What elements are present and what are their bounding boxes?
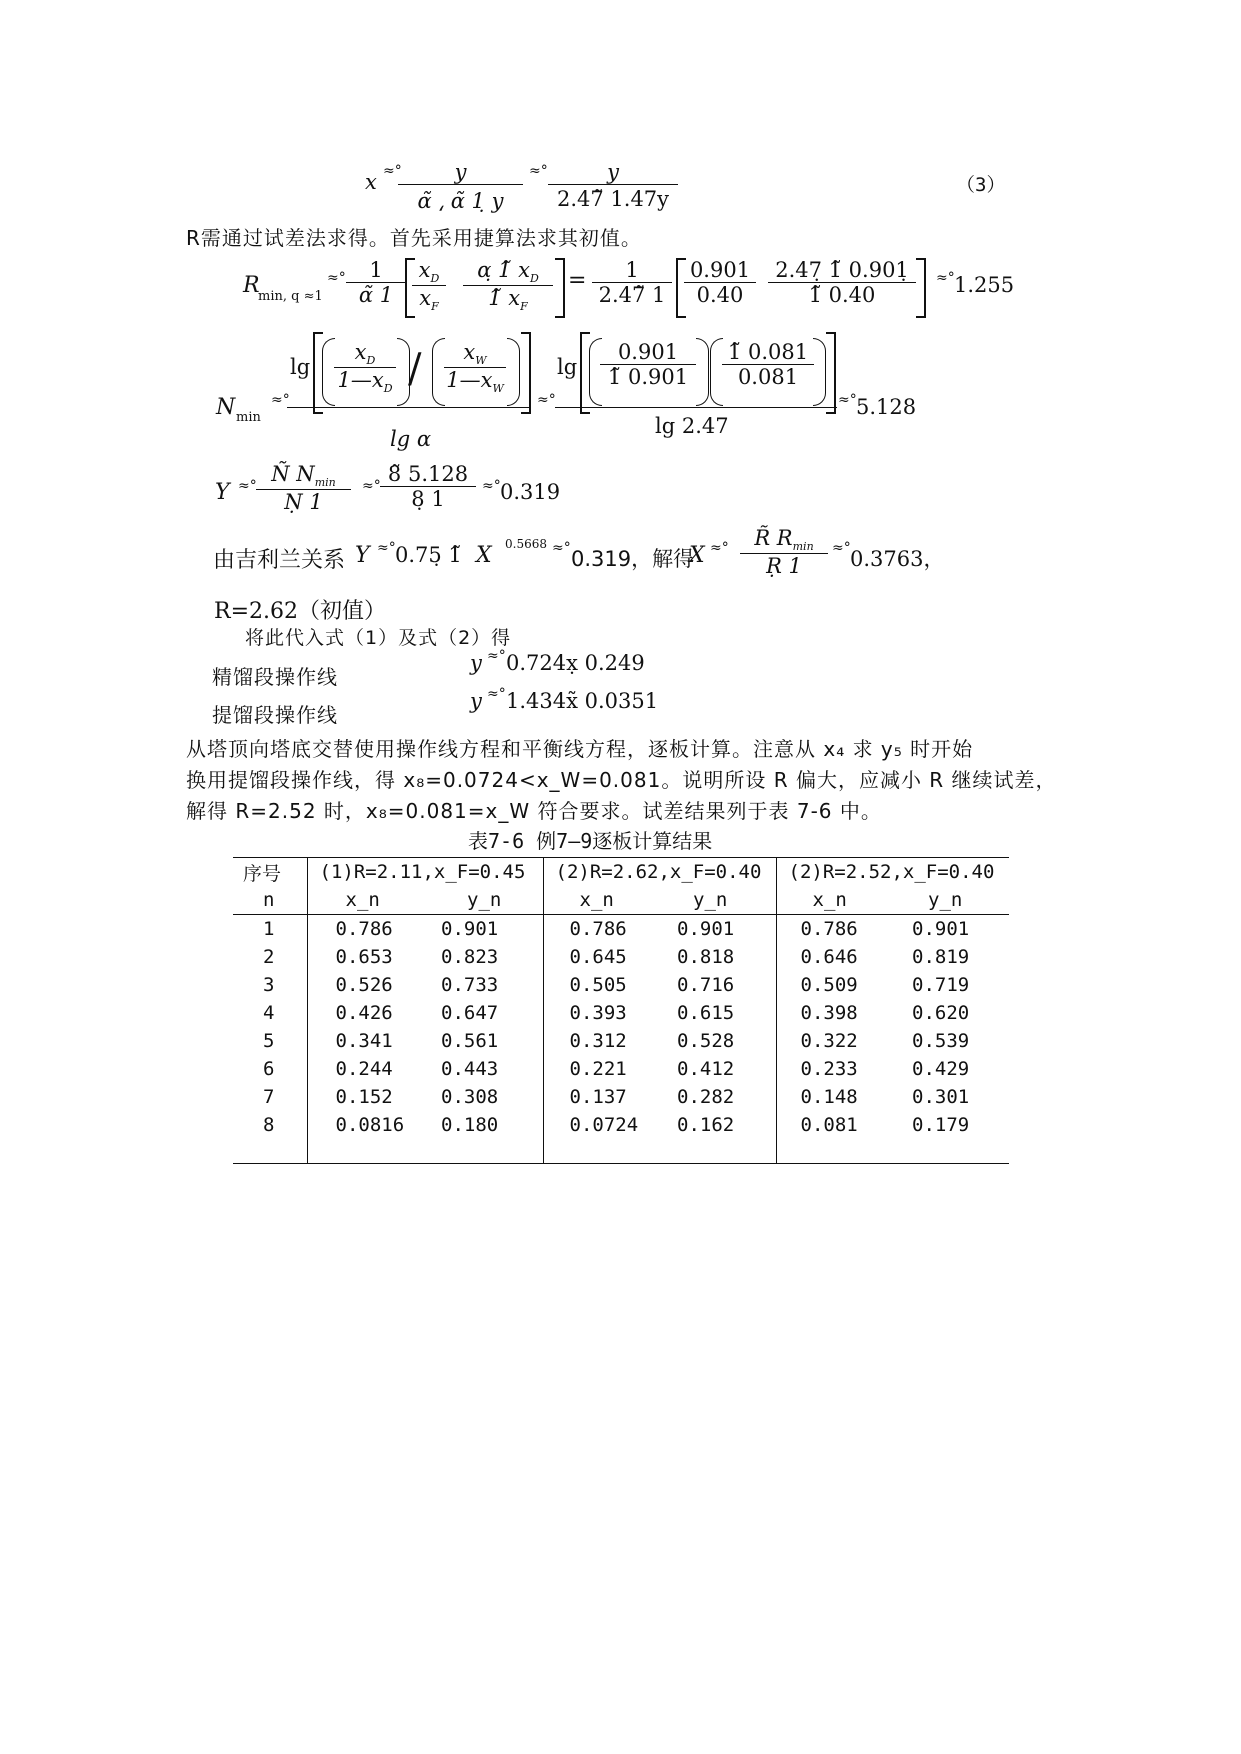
eq3-fraction-2: y 2.47̃ 1.47y — [548, 160, 678, 211]
x-value-cell: 0.137 — [543, 1083, 657, 1111]
rect-line-eq-sign: ≈° — [487, 648, 506, 664]
row-number-cell: 4 — [263, 1002, 275, 1024]
table-header-row-1 — [233, 858, 1009, 887]
strip-line-label: 提馏段操作线 — [212, 703, 338, 727]
header-x: x_n — [776, 886, 892, 915]
gilliland-eq-sign-4: ≈° — [832, 540, 851, 556]
y-value-cell: 0.819 — [912, 946, 970, 968]
nmin-bracket-right — [521, 332, 531, 414]
x-value-cell: 0.148 — [776, 1083, 892, 1111]
nmin-result: 5.128 — [856, 395, 917, 419]
gilliland-prefix: 由吉利兰关系 — [213, 548, 346, 573]
row-number-cell: 1 — [263, 918, 275, 940]
row-number-cell: 6 — [263, 1058, 275, 1080]
nmin-eq-sign-3: ≈° — [838, 392, 857, 408]
nmin-main-bar — [287, 407, 530, 408]
x-value-cell: 0.398 — [776, 999, 892, 1027]
row-number-cell: 5 — [263, 1030, 275, 1052]
table-caption: 表7-6 例7—9逐板计算结果 — [468, 829, 713, 853]
rmin-fraction-3: 1 2.47̃ 1 — [592, 258, 672, 307]
y-value-cell: 0.282 — [677, 1086, 735, 1108]
header-y: y_n — [657, 886, 776, 915]
table-bottom-row — [233, 1139, 1009, 1164]
strip-line-eq: 1.434x̃ 0.0351 — [506, 689, 659, 713]
x-value-cell: 0.645 — [543, 943, 657, 971]
x-value-cell: 0.244 — [307, 1055, 425, 1083]
y-fraction-2: 8̃ 5.128 8̣ 1 — [380, 462, 476, 511]
y-result: 0.319 — [500, 480, 561, 504]
header-seq: 序号 — [233, 858, 307, 887]
strip-line-y: y — [470, 689, 482, 713]
nmin-divide-slash: / — [408, 346, 422, 392]
eq3-fraction-1: y α̃ ⸲ α̃ 1̣ y — [398, 160, 523, 215]
rmin-lhs-sub: min, q ≈1 — [258, 289, 323, 304]
gilliland-mid: 0.319，解得 — [571, 547, 695, 571]
y-value-cell: 0.308 — [441, 1086, 499, 1108]
table-row — [233, 1111, 1009, 1139]
y-value-cell: 0.443 — [441, 1058, 499, 1080]
rmin-eq-sign: ≈° — [327, 270, 346, 286]
nmin-paren-3r — [696, 338, 709, 406]
y-fraction-1: Ñ $N_{min}$ Ṇ 1 — [256, 462, 351, 514]
nmin-bracket-right-2 — [826, 332, 836, 414]
strip-line-eq-sign: ≈° — [487, 686, 506, 702]
gilliland-exp: 0.5668 — [505, 537, 547, 551]
y-value-cell: 0.539 — [912, 1030, 970, 1052]
rmin-lhs: R — [243, 273, 260, 298]
x-value-cell: 0.526 — [307, 971, 425, 999]
y-value-cell: 0.647 — [441, 1002, 499, 1024]
rmin-result: 1.255 — [954, 273, 1015, 297]
nmin-denom-2: lg 2.47 — [655, 414, 729, 438]
nmin-lg-2: lg — [557, 355, 578, 379]
header-n: n — [233, 886, 307, 915]
x-value-cell: 0.0724 — [543, 1111, 657, 1139]
x-value-cell: 0.393 — [543, 999, 657, 1027]
rect-line-y: y — [470, 651, 482, 675]
rmin-bracket-right — [555, 258, 565, 318]
table-body — [233, 915, 1009, 1140]
table-row — [233, 1083, 1009, 1111]
y-eq-sign-2: ≈° — [362, 478, 381, 494]
gilliland-fraction: R̃ $R_{min}$ Ṛ 1 — [740, 526, 828, 578]
nmin-denom: lg α — [390, 427, 432, 451]
x-value-cell: 0.426 — [307, 999, 425, 1027]
gilliland-X: X — [476, 543, 492, 568]
gilliland-result: 0.3763， — [850, 547, 945, 571]
y-value-cell: 0.528 — [677, 1030, 735, 1052]
row-number-cell: 3 — [263, 974, 275, 996]
table-row — [233, 1055, 1009, 1083]
paragraph-line-2: 换用提馏段操作线，得 x₈=0.0724<x_W=0.081。说明所设 R 偏大，应减小 R 继续试差， — [186, 768, 1057, 792]
r-initial: R=2.62（初值） — [214, 599, 386, 624]
y-value-cell: 0.719 — [912, 974, 970, 996]
y-eq-sign: ≈° — [238, 478, 257, 494]
header-group-2: (2)R=2.62,x_F=0.40 — [543, 858, 776, 887]
nmin-fraction-c: 0.901 1̃ 0.901 — [600, 340, 696, 389]
eq3-lhs: x — [365, 170, 377, 194]
header-group-1: (1)R=2.11,x_F=0.45 — [307, 858, 543, 887]
y-value-cell: 0.162 — [677, 1114, 735, 1136]
table-row — [233, 915, 1009, 944]
table-row — [233, 971, 1009, 999]
gilliland-eq-sign: ≈° — [377, 540, 396, 556]
x-value-cell: 0.0816 — [307, 1111, 425, 1139]
y-value-cell: 0.412 — [677, 1058, 735, 1080]
y-value-cell: 0.901 — [912, 918, 970, 940]
nmin-paren-4r — [813, 338, 826, 406]
y-value-cell: 0.179 — [912, 1114, 970, 1136]
nmin-lhs-sub: min — [236, 410, 261, 425]
y-value-cell: 0.818 — [677, 946, 735, 968]
x-value-cell: 0.312 — [543, 1027, 657, 1055]
table-row — [233, 999, 1009, 1027]
rmin-equals: = — [568, 268, 587, 293]
paragraph-line-1: 从塔顶向塔底交替使用操作线方程和平衡线方程，逐板计算。注意从 x₄ 求 y₅ 时开始 — [186, 737, 974, 761]
y-value-cell: 0.733 — [441, 974, 499, 996]
x-value-cell: 0.322 — [776, 1027, 892, 1055]
eq3-number: （3） — [956, 174, 1006, 196]
x-value-cell: 0.152 — [307, 1083, 425, 1111]
eq3-eq-sign-2: ≈° — [529, 163, 548, 179]
row-number-cell: 2 — [263, 946, 275, 968]
nmin-lhs: N — [216, 395, 236, 420]
rect-line-label: 精馏段操作线 — [212, 665, 338, 689]
x-value-cell: 0.081 — [776, 1111, 892, 1139]
rmin-eq-sign-2: ≈° — [936, 270, 955, 286]
y-value-cell: 0.620 — [912, 1002, 970, 1024]
x-value-cell: 0.786 — [307, 915, 425, 944]
gilliland-Y: Y — [355, 543, 370, 568]
gilliland-X2: X — [689, 543, 705, 568]
rmin-fraction-c: 0.901 0.40 — [684, 258, 756, 307]
row-number-cell: 8 — [263, 1114, 275, 1136]
table-row — [233, 1027, 1009, 1055]
y-eq-sign-3: ≈° — [482, 478, 501, 494]
substitute-text: 将此代入式（1）及式（2）得 — [245, 627, 512, 649]
rect-line-eq: 0.724x̣ 0.249 — [506, 651, 645, 675]
x-value-cell: 0.509 — [776, 971, 892, 999]
eq3-eq-sign: ≈° — [383, 163, 402, 179]
intro-text: R需通过试差法求得。首先采用捷算法求其初值。 — [186, 226, 642, 250]
header-x: x_n — [543, 886, 657, 915]
header-group-3: (2)R=2.52,x_F=0.40 — [776, 858, 1009, 887]
nmin-lg: lg — [290, 355, 311, 379]
rmin-fraction-1: 1 α̃ 1 — [346, 258, 406, 307]
row-number-cell: 7 — [263, 1086, 275, 1108]
gilliland-eq-sign-2: ≈° — [552, 540, 571, 556]
paragraph-line-3: 解得 R=2.52 时，x₈=0.081=x_W 符合要求。试差结果列于表 7-6 中。 — [186, 799, 882, 823]
rmin-bracket-right-2 — [916, 258, 926, 318]
y-value-cell: 0.716 — [677, 974, 735, 996]
y-value-cell: 0.429 — [912, 1058, 970, 1080]
x-value-cell: 0.786 — [543, 915, 657, 944]
y-value-cell: 0.180 — [441, 1114, 499, 1136]
y-value-cell: 0.901 — [441, 918, 499, 940]
nmin-paren-2r — [507, 338, 520, 406]
x-value-cell: 0.221 — [543, 1055, 657, 1083]
x-value-cell: 0.341 — [307, 1027, 425, 1055]
header-x: x_n — [307, 886, 425, 915]
header-y: y_n — [892, 886, 1009, 915]
nmin-eq-sign: ≈° — [271, 392, 290, 408]
gilliland-expr: 0.75̣ 1̃ — [395, 543, 462, 567]
nmin-fraction-b: $x_W$ $1—x_W$ — [444, 340, 506, 395]
y-value-cell: 0.615 — [677, 1002, 735, 1024]
table-row — [233, 943, 1009, 971]
rmin-fraction-d: 2.47̣ 1̃ 0.901̣ 1̃ 0.40 — [768, 258, 916, 307]
rmin-fraction-a: $x_D$ $x_F$ — [412, 258, 446, 313]
rmin-fraction-b: α̣ 1̃ $x_D$ 1̃ $x_F$ — [463, 258, 553, 313]
nmin-fraction-d: 1̃ 0.081 0.081 — [722, 340, 814, 389]
gilliland-eq-sign-3: ≈° — [710, 540, 729, 556]
nmin-main-bar-2 — [555, 407, 837, 408]
y-value-cell: 0.301 — [912, 1086, 970, 1108]
x-value-cell: 0.653 — [307, 943, 425, 971]
nmin-eq-sign-2: ≈° — [537, 392, 556, 408]
header-y: y_n — [425, 886, 543, 915]
x-value-cell: 0.233 — [776, 1055, 892, 1083]
table-header-row-2 — [233, 886, 1009, 915]
nmin-fraction-a: $x_D$ $1—x_D$ — [334, 340, 396, 395]
y-value-cell: 0.901 — [677, 918, 735, 940]
y-value-cell: 0.823 — [441, 946, 499, 968]
results-table — [233, 857, 1009, 1164]
y-lhs: Y — [215, 480, 230, 505]
y-value-cell: 0.561 — [441, 1030, 499, 1052]
x-value-cell: 0.786 — [776, 915, 892, 944]
x-value-cell: 0.505 — [543, 971, 657, 999]
x-value-cell: 0.646 — [776, 943, 892, 971]
